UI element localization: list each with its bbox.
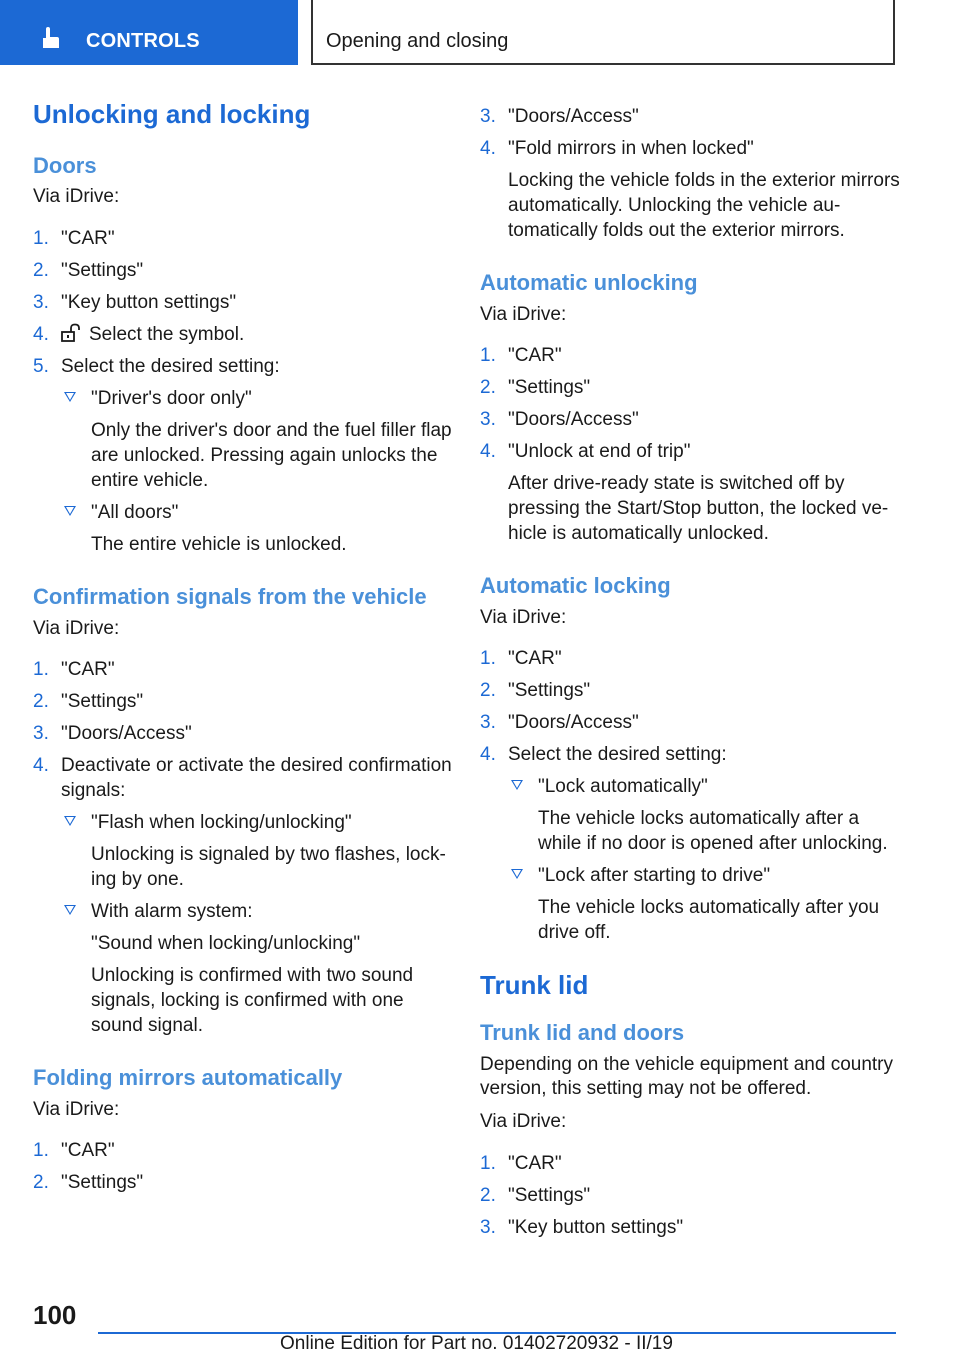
list-item: 2. "Settings" (33, 1172, 144, 1194)
doors-heading: Doors (33, 152, 97, 178)
mirrors-steps-cont (480, 104, 900, 243)
doors-lead: Via iDrive: (33, 186, 120, 208)
unlock-icon (61, 323, 83, 343)
list-item: 3. "Doors/Access" (33, 723, 192, 745)
list-item: 3. "Doors/Access" (480, 409, 639, 431)
auto-unlock-heading: Automatic unlocking (480, 270, 698, 295)
list-item: 2. "Settings" (480, 680, 591, 702)
mirrors-lead: Via iDrive: (33, 1098, 120, 1120)
option-item: "Driver's door only" Only the driver's door and the fuel filler flap are unlocked. Pressing again unlocks the entire vehicle. (61, 386, 453, 493)
page-number: 100 (33, 1300, 77, 1330)
confirm-lead: Via iDrive: (33, 617, 120, 639)
auto-lock-options (508, 774, 900, 945)
section-tab (0, 0, 298, 65)
list-item: 1. "CAR" (33, 1140, 115, 1162)
edition-note: Online Edition for Part no. 01402720932 - II/19 (280, 1333, 673, 1354)
list-item: 1. "CAR" (33, 228, 115, 250)
doors-options (61, 386, 453, 557)
option-item: "All doors" The entire vehicle is unlocked. (61, 500, 453, 557)
list-item: 1. "CAR" (33, 659, 115, 681)
right-column (480, 104, 900, 1247)
confirm-steps (33, 657, 453, 1038)
doors-steps (33, 226, 453, 557)
auto-lock-steps (480, 646, 900, 945)
list-item: 4. "Unlock at end of trip" After drive-ready state is switched off by pressing the Start/Stop button, the locked vehicle is automatically unlocked. (480, 441, 889, 545)
auto-lock-heading: Automatic locking (480, 573, 671, 599)
list-item: 3. "Doors/Access" (480, 106, 639, 127)
trunk-lead: Via iDrive: (480, 1111, 567, 1133)
pointing-hand-icon (38, 26, 64, 52)
header-divider (893, 0, 895, 65)
list-item: 2. "Settings" (480, 1184, 591, 1206)
trunk-title: Trunk lid (480, 970, 589, 1001)
confirm-heading: Confirmation signals from the vehicle (33, 584, 427, 610)
option-item: "Flash when locking/unlocking" Unlocking is signaled by two flashes, locking by one. (61, 810, 453, 892)
option-item: "Lock automatically" The vehicle locks automatically after a while if no door is opened after unlocking. (508, 774, 900, 856)
list-item: 4. Deactivate or activate the desired confirmation signals: "Flash when locking/unlocking" Unlocking is signaled by two flashes, locking by one. With alarm system: "Sound when locking/unlocking" Unlocking is confirmed with two sound signals, locking is confirmed with one sound signal. (33, 755, 452, 1037)
list-item: 1. "CAR" (480, 648, 562, 670)
list-item: 1. "CAR" (480, 345, 562, 367)
trunk-steps (480, 1151, 900, 1240)
list-item: 2. "Settings" (480, 377, 591, 399)
list-item: 5. Select the desired setting: "Driver's door only" Only the driver's door and the fuel filler flap are unlocked. Pressing again unlocks the entire vehicle. "All doors" The entire vehicle is unlocked. (33, 356, 452, 556)
auto-unlock-lead: Via iDrive: (480, 303, 567, 325)
trunk-heading: Trunk lid and doors (480, 1020, 685, 1046)
auto-unlock-steps (480, 343, 900, 546)
option-item: With alarm system: "Sound when locking/unlocking" Unlocking is confirmed with two sound signals, locking is confirmed with one sound signal. (61, 899, 453, 1038)
list-item: 3. "Doors/Access" (480, 712, 639, 734)
mirrors-heading: Folding mirrors automatically (33, 1065, 343, 1091)
chapter-title: Opening and closing (326, 30, 509, 52)
list-item: 4. Select the desired setting: "Lock automatically" The vehicle locks automatically after a while if no door is opened after unlocking. "Lock after starting to drive" The vehicle locks automatically after you drive off. (480, 742, 900, 945)
list-item: 1. "CAR" (480, 1152, 562, 1174)
header-underline (311, 63, 895, 65)
option-item: "Lock after starting to drive" The vehicle locks automatically after you drive off. (508, 863, 900, 945)
section-label: CONTROLS (86, 30, 200, 52)
list-item: 4. Select the symbol. (33, 324, 245, 346)
confirm-options (61, 810, 453, 1038)
auto-lock-lead: Via iDrive: (480, 606, 567, 628)
trunk-intro: Depending on the vehicle equipment and country version, this setting may not be offered. (480, 1053, 894, 1100)
list-item: 2. "Settings" (33, 260, 144, 282)
list-item: 2. "Settings" (33, 691, 144, 713)
list-item: 3. "Key button settings" (480, 1216, 684, 1238)
left-column (33, 100, 453, 1202)
header-divider (311, 0, 313, 65)
page-title: Unlocking and locking (33, 99, 311, 129)
list-item: 4. "Fold mirrors in when locked" Locking the vehicle folds in the exterior mirrors automatically. Unlocking the vehicle automatically folds out the exterior mirrors. (480, 138, 900, 241)
mirrors-steps (33, 1138, 453, 1195)
list-item: 3. "Key button settings" (33, 292, 237, 314)
